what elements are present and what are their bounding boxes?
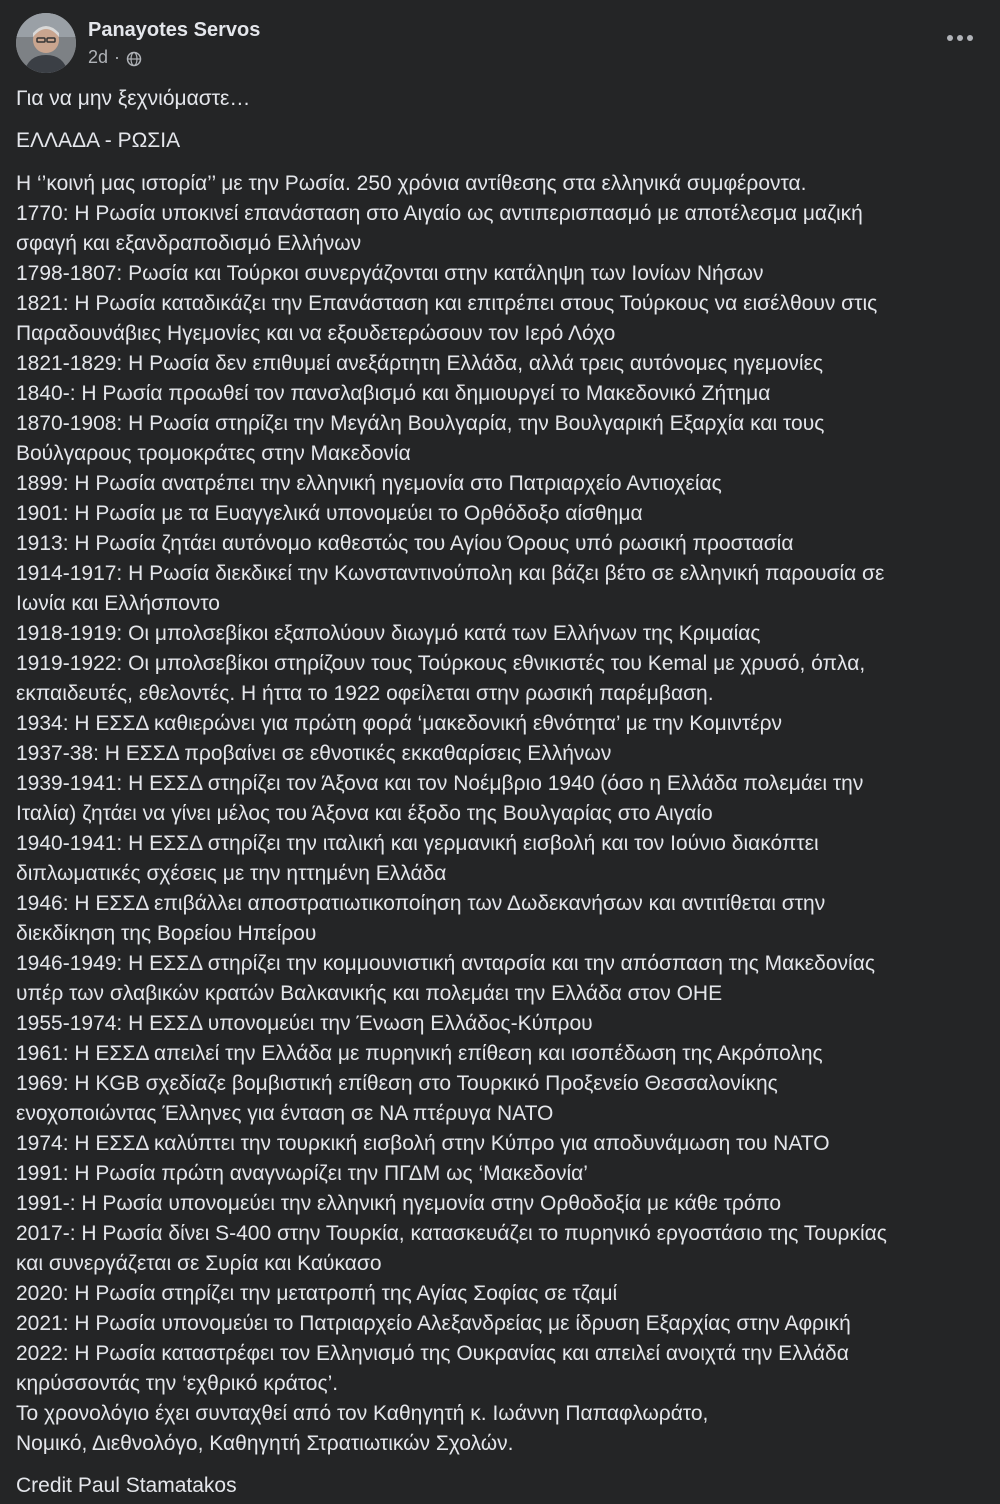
timeline-line: 1937-38: Η ΕΣΣΔ προβαίνει σε εθνοτικές εκκαθαρίσεις Ελλήνων	[16, 742, 612, 765]
timeline-line: Νομικό, Διεθνολόγο, Καθηγητή Στρατιωτικών Σχολών.	[16, 1432, 514, 1455]
timeline-line: 1870-1908: Η Ρωσία στηρίζει την Μεγάλη Βουλγαρία, την Βουλγαρική Εξαρχία και τους	[16, 412, 825, 435]
more-options-icon[interactable]	[938, 20, 982, 56]
timeline-line: 1946: Η ΕΣΣΔ επιβάλλει αποστρατιωτικοποίηση των Δωδεκανήσων και αντιτίθεται στην	[16, 892, 826, 915]
avatar-portrait-icon	[16, 13, 76, 73]
timeline-line: 1961: Η ΕΣΣΔ απειλεί την Ελλάδα με πυρηνική επίθεση και ισοπέδωση της Ακρόπολης	[16, 1042, 823, 1065]
post-body	[16, 84, 984, 1501]
author-name[interactable]: Panayotes Servos	[88, 19, 261, 41]
timeline-line: 2021: Η Ρωσία υπονομεύει το Πατριαρχείο Αλεξανδρείας με ίδρυση Εξαρχίας στην Αφρική	[16, 1312, 851, 1335]
timeline-line: διεκδίκηση της Βορείου Ηπείρου	[16, 922, 317, 945]
timeline-line: Ιταλία) ζητάει να γίνει μέλος του Άξονα και έξοδο της Βουλγαρίας στο Αιγαίο	[16, 802, 713, 825]
timeline-line: 1913: Η Ρωσία ζητάει αυτόνομο καθεστώς του Αγίου Όρους υπό ρωσική προστασία	[16, 532, 794, 555]
timeline-line: 1939-1941: Η ΕΣΣΔ στηρίζει τον Άξονα και τον Νοέμβριο 1940 (όσο η Ελλάδα πολεμάει την	[16, 772, 864, 795]
timeline-line: Ιωνία και Ελλήσποντο	[16, 592, 220, 615]
timeline-line: 2020: Η Ρωσία στηρίζει την μετατροπή της Αγίας Σοφίας σε τζαμί	[16, 1282, 618, 1305]
timeline-line: 1899: Η Ρωσία ανατρέπει την ελληνική ηγεμονία στο Πατριαρχείο Αντιοχείας	[16, 472, 722, 495]
timeline-line: εκπαιδευτές, εθελοντές. Η ήττα το 1922 οφείλεται στην ρωσική παρέμβαση.	[16, 682, 714, 705]
timeline-line: 1969: Η KGB σχεδίαζε βομβιστική επίθεση στο Τουρκικό Προξενείο Θεσσαλονίκης	[16, 1072, 778, 1095]
timeline-line: Βούλγαρους τρομοκράτες στην Μακεδονία	[16, 442, 411, 465]
timeline-line: 1919-1922: Οι μπολσεβίκοι στηρίζουν τους Τούρκους εθνικιστές του Kemal με χρυσό, όπλα,	[16, 652, 866, 675]
timeline-line: 1821: Η Ρωσία καταδικάζει την Επανάσταση και επιτρέπει στους Τούρκους να εισέλθουν στις	[16, 292, 878, 315]
post-title: ΕΛΛΑΔΑ - ΡΩΣΙΑ	[16, 129, 181, 152]
timeline-line: ενοχοποιώντας Έλληνες για ένταση σε ΝΑ πτέρυγα ΝΑΤΟ	[16, 1102, 554, 1125]
timeline-line: 1918-1919: Οι μπολσεβίκοι εξαπολύουν διωγμό κατά των Ελλήνων της Κριμαίας	[16, 622, 761, 645]
globe-icon[interactable]	[126, 49, 142, 65]
timeline-line: 1946-1949: Η ΕΣΣΔ στηρίζει την κομμουνιστική ανταρσία και την απόσπαση της Μακεδονίας	[16, 952, 875, 975]
timeline-line: 1840-: Η Ρωσία προωθεί τον πανσλαβισμό και δημιουργεί το Μακεδονικό Ζήτημα	[16, 382, 771, 405]
post-timestamp[interactable]: 2d	[88, 47, 109, 67]
timeline-line: 1821-1829: Η Ρωσία δεν επιθυμεί ανεξάρτητη Ελλάδα, αλλά τρεις αυτόνομες ηγεμονίες	[16, 352, 824, 375]
timeline-line: και συνεργάζεται σε Συρία και Καύκασο	[16, 1252, 382, 1275]
timeline-line: 1934: Η ΕΣΣΔ καθιερώνει για πρώτη φορά ‘μακεδονική εθνότητα’ με την Κομιντέρν	[16, 712, 783, 735]
timeline-line: 1974: Η ΕΣΣΔ καλύπτει την τουρκική εισβολή στην Κύπρο για αποδυνάμωση του ΝΑΤΟ	[16, 1132, 830, 1155]
timeline-line: Παραδουνάβιες Ηγεμονίες και να εξουδετερώσουν τον Ιερό Λόχο	[16, 322, 616, 345]
timeline-line: 1798-1807: Ρωσία και Τούρκοι συνεργάζονται στην κατάληψη των Ιονίων Νήσων	[16, 262, 764, 285]
timeline-line: 1914-1917: Η Ρωσία διεκδικεί την Κωνσταντινούπολη και βάζει βέτο σε ελληνική παρουσία σε	[16, 562, 885, 585]
timeline-line: 1955-1974: Η ΕΣΣΔ υπονομεύει την Ένωση Ελλάδος-Κύπρου	[16, 1012, 593, 1035]
post-credit: Credit Paul Stamatakos	[16, 1474, 237, 1497]
timeline-line: Το χρονολόγιο έχει συνταχθεί από τον Καθηγητή κ. Ιωάννη Παπαφλωράτο,	[16, 1402, 709, 1425]
timeline-line: 1770: Η Ρωσία υποκινεί επανάσταση στο Αιγαίο ως αντιπερισπασμό με αποτέλεσμα μαζική	[16, 202, 863, 225]
post-intro: Για να μην ξεχνιόμαστε…	[16, 87, 251, 110]
post-meta	[88, 17, 260, 69]
separator-dot: ·	[114, 47, 121, 67]
timeline-line: 1940-1941: Η ΕΣΣΔ στηρίζει την ιταλική και γερμανική εισβολή και τον Ιούνιο διακόπτει	[16, 832, 819, 855]
timeline-line: διπλωματικές σχέσεις με την ηττημένη Ελλάδα	[16, 862, 447, 885]
timeline-line: 1991: Η Ρωσία πρώτη αναγνωρίζει την ΠΓΔΜ ως ‘Μακεδονία’	[16, 1162, 588, 1185]
timeline-line: 2017-: Η Ρωσία δίνει S-400 στην Τουρκία, κατασκευάζει το πυρηνικό εργοστάσιο της Τουρκίας	[16, 1222, 887, 1245]
timeline-line: υπέρ των σλαβικών κρατών Βαλκανικής και πολεμάει την Ελλάδα στον ΟΗΕ	[16, 982, 723, 1005]
timeline-line: 2022: Η Ρωσία καταστρέφει τον Ελληνισμό της Ουκρανίας και απειλεί ανοιχτά την Ελλάδα	[16, 1342, 849, 1365]
post-header	[16, 12, 260, 74]
timeline-line: 1991-: Η Ρωσία υπονομεύει την ελληνική ηγεμονία στην Ορθοδοξία με κάθε τρόπο	[16, 1192, 782, 1215]
post-subline	[88, 45, 260, 69]
timeline-line: κηρύσσοντάς την ‘εχθρικό κράτος’.	[16, 1372, 339, 1395]
timeline-line: σφαγή και εξανδραποδισμό Ελλήνων	[16, 232, 362, 255]
timeline-line: Η ‘’κοινή μας ιστορία’’ με την Ρωσία. 250 χρόνια αντίθεσης στα ελληνικά συμφέροντα.	[16, 172, 807, 195]
avatar[interactable]	[16, 13, 76, 73]
timeline-line: 1901: Η Ρωσία με τα Ευαγγελικά υπονομεύει το Ορθόδοξο αίσθημα	[16, 502, 643, 525]
timeline-text	[16, 169, 984, 1459]
